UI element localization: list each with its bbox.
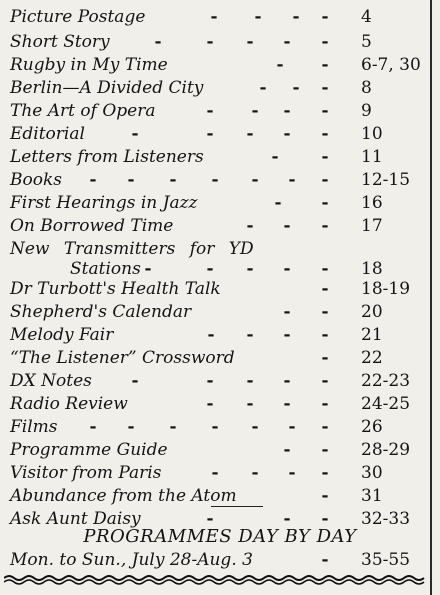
entry-page: 5 [361,32,372,52]
leader-dash: - [283,124,291,144]
leader-dash: - [321,486,329,506]
leader-dash: - [321,170,329,190]
leader-dash: - [321,394,329,414]
leader-dash: - [283,325,291,345]
entry-title: Stations [70,259,141,279]
contents-row [10,302,430,322]
contents-row [10,124,430,144]
leader-dash: - [274,193,282,213]
contents-row [10,7,430,27]
entry-title: The Art of Opera [10,101,156,121]
entry-page: 6-7, 30 [361,55,421,75]
leader-dash: - [283,32,291,52]
contents-row [10,279,430,299]
leader-dash: - [206,124,214,144]
leader-dash: - [246,325,254,345]
wavy-rule [4,573,432,585]
entry-title: On Borrowed Time [10,216,174,236]
leader-dash: - [321,216,329,236]
contents-row [10,463,430,483]
leader-dash: - [288,463,296,483]
contents-row [10,486,430,506]
leader-dash: - [292,78,300,98]
leader-dash: - [211,463,219,483]
leader-dash: - [206,101,214,121]
schedule-row [10,550,430,570]
entry-page: 22-23 [361,371,411,391]
leader-dash: - [321,463,329,483]
leader-dash: - [89,170,97,190]
schedule-pages: 35-55 [361,550,411,570]
entry-page: 17 [361,216,383,236]
leader-dash: - [321,193,329,213]
leader-dash: - [283,259,291,279]
contents-row [10,417,430,437]
entry-page: 8 [361,78,372,98]
leader-dash: - [207,325,215,345]
leader-dash: - [251,101,259,121]
schedule-dates: Mon. to Sun., July 28-Aug. 3 [10,550,253,570]
leader-dash: - [246,32,254,52]
entry-page: 26 [361,417,383,437]
leader-dash: - [321,279,329,299]
entry-page: 12-15 [361,170,411,190]
contents-row [10,32,430,52]
contents-row [10,440,430,460]
leader-dash: - [283,101,291,121]
entry-page: 30 [361,463,383,483]
leader-dash: - [144,259,152,279]
entry-title: Films [10,417,58,437]
leader-dash: - [321,302,329,322]
contents-row [10,147,430,167]
entry-page: 18 [361,259,383,279]
entry-title: Abundance from the Atom [10,486,237,506]
leader-dash: - [321,550,329,570]
entry-title: Programme Guide [10,440,168,460]
entry-page: 24-25 [361,394,411,414]
leader-dash: - [210,7,218,27]
leader-dash: - [246,259,254,279]
leader-dash: - [206,259,214,279]
leader-dash: - [251,463,259,483]
entry-title: Ask Aunt Daisy [10,509,141,529]
leader-dash: - [276,55,284,75]
entry-page: 16 [361,193,383,213]
leader-dash: - [251,417,259,437]
column-rule [430,0,432,595]
contents-row [10,259,430,279]
entry-title: Rugby in My Time [10,55,168,75]
contents-row [10,371,430,391]
leader-dash: - [283,509,291,529]
leader-dash: - [206,371,214,391]
leader-dash: - [127,417,135,437]
leader-dash: - [169,170,177,190]
leader-dash: - [321,78,329,98]
leader-dash: - [321,101,329,121]
leader-dash: - [321,371,329,391]
contents-row [10,239,430,259]
entry-title: Letters from Listeners [10,147,204,167]
entry-page: 18-19 [361,279,411,299]
entry-page: 10 [361,124,383,144]
entry-title: Berlin—A Divided City [10,78,204,98]
leader-dash: - [169,417,177,437]
leader-dash: - [321,7,329,27]
contents-row [10,348,430,368]
entry-title: Books [10,170,62,190]
entry-page: 22 [361,348,383,368]
leader-dash: - [154,32,162,52]
leader-dash: - [259,78,267,98]
leader-dash: - [283,440,291,460]
leader-dash: - [321,32,329,52]
leader-dash: - [246,124,254,144]
entry-title: Melody Fair [10,325,114,345]
entry-page: 31 [361,486,383,506]
entry-page: 21 [361,325,383,345]
entry-page: 9 [361,101,372,121]
leader-dash: - [288,417,296,437]
entry-title: New Transmitters for YD [10,239,254,259]
leader-dash: - [271,147,279,167]
leader-dash: - [206,32,214,52]
leader-dash: - [321,55,329,75]
leader-dash: - [321,325,329,345]
entry-title: Short Story [10,32,110,52]
schedule-heading: PROGRAMMES DAY BY DAY [83,526,357,547]
contents-row [10,325,430,345]
entry-page: 32-33 [361,509,411,529]
entry-title: Shepherd's Calendar [10,302,192,322]
leader-dash: - [321,147,329,167]
entry-title: “The Listener” Crossword [10,348,235,368]
entry-page: 11 [361,147,383,167]
leader-dash: - [321,509,329,529]
contents-row [10,170,430,190]
leader-dash: - [321,259,329,279]
entry-title: First Hearings in Jazz [10,193,198,213]
entry-page: 4 [361,7,372,27]
contents-row [10,78,430,98]
contents-row [10,55,430,75]
leader-dash: - [292,7,300,27]
leader-dash: - [246,371,254,391]
entry-title: Visitor from Paris [10,463,162,483]
leader-dash: - [321,124,329,144]
leader-dash: - [211,417,219,437]
contents-row [10,216,430,236]
contents-row [10,394,430,414]
entry-title: Radio Review [10,394,128,414]
leader-dash: - [321,348,329,368]
entry-page: 28-29 [361,440,411,460]
leader-dash: - [251,170,259,190]
leader-dash: - [246,216,254,236]
leader-dash: - [206,509,214,529]
leader-dash: - [206,394,214,414]
leader-dash: - [321,417,329,437]
entry-page: 20 [361,302,383,322]
entry-title: Editorial [10,124,85,144]
contents-row [10,101,430,121]
leader-dash: - [131,124,139,144]
leader-dash: - [254,7,262,27]
leader-dash: - [211,170,219,190]
leader-dash: - [321,440,329,460]
leader-dash: - [283,371,291,391]
contents-row [10,193,430,213]
leader-dash: - [283,302,291,322]
leader-dash: - [89,417,97,437]
leader-dash: - [288,170,296,190]
entry-title: DX Notes [10,371,92,391]
leader-dash: - [131,371,139,391]
entry-title: Picture Postage [10,7,146,27]
short-rule [211,506,263,507]
leader-dash: - [127,170,135,190]
leader-dash: - [283,216,291,236]
entry-title: Dr Turbott's Health Talk [10,279,221,299]
leader-dash: - [283,394,291,414]
leader-dash: - [246,394,254,414]
